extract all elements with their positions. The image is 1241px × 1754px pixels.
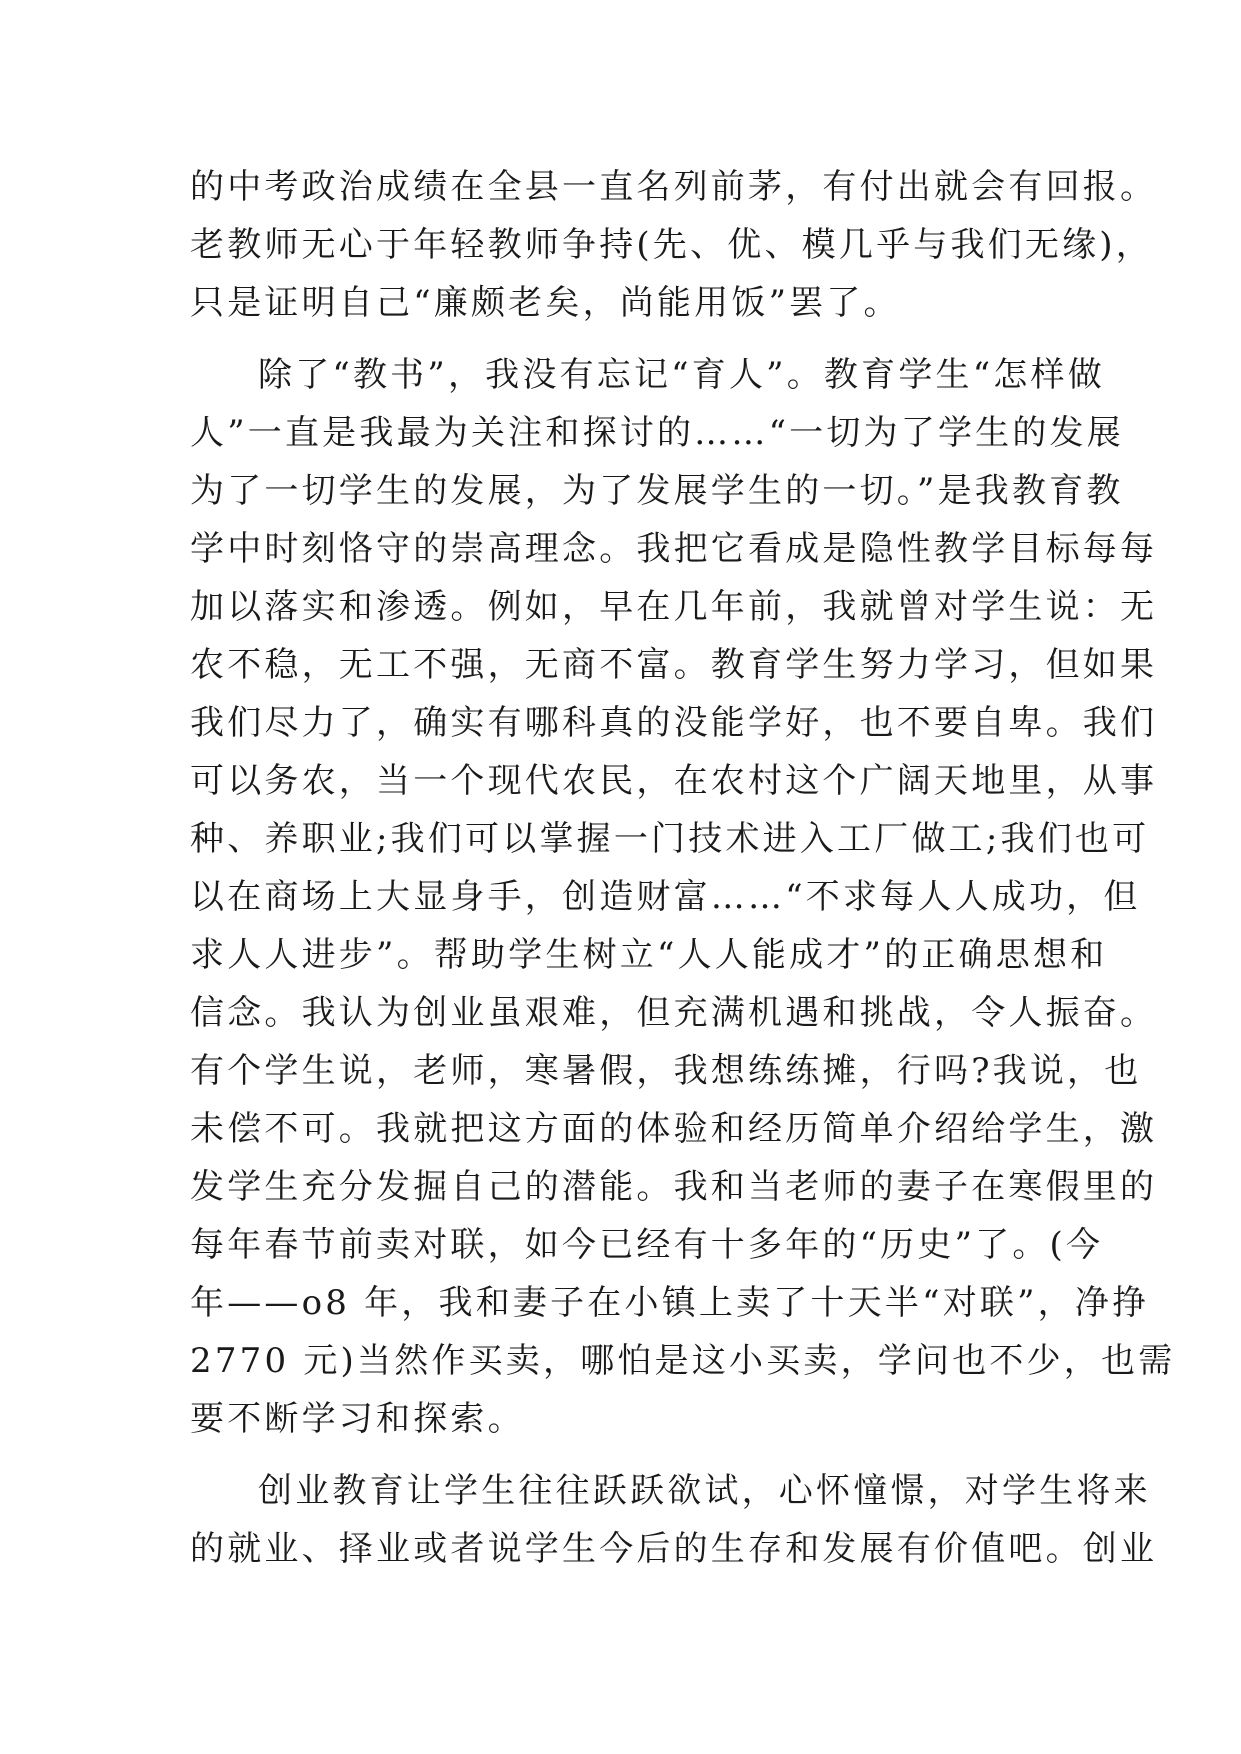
text-line: 年——o8 年，我和妻子在小镇上卖了十天半“对联”，净挣 (190, 1283, 1150, 1323)
paragraph-3 (190, 1462, 1158, 1578)
text-line: 创业教育让学生往往跃跃欲试，心怀憧憬，对学生将来 (258, 1471, 1151, 1511)
text-line: 人”一直是我最为关注和探讨的……“一切为了学生的发展 (190, 413, 1124, 453)
text-line: 的中考政治成绩在全县一直名列前茅，有付出就会有回报。 (190, 167, 1158, 207)
text-line: 加以落实和渗透。例如，早在几年前，我就曾对学生说：无 (190, 587, 1158, 627)
text-line: 我们尽力了，确实有哪科真的没能学好，也不要自卑。我们 (190, 703, 1158, 743)
text-line: 学中时刻恪守的崇高理念。我把它看成是隐性教学目标每每 (190, 529, 1158, 569)
text-line: 只是证明自己“廉颇老矣，尚能用饭”罢了。 (190, 283, 901, 323)
text-line: 信念。我认为创业虽艰难，但充满机遇和挑战，令人振奋。 (190, 993, 1158, 1033)
text-line: 每年春节前卖对联，如今已经有十多年的“历史”了。(今 (190, 1225, 1104, 1265)
text-line: 有个学生说，老师，寒暑假，我想练练摊，行吗?我说，也 (190, 1051, 1142, 1091)
text-line: 发学生充分发掘自己的潜能。我和当老师的妻子在寒假里的 (190, 1167, 1158, 1207)
text-line: 的就业、择业或者说学生今后的生存和发展有价值吧。创业 (190, 1529, 1158, 1569)
text-line: 求人人进步”。帮助学生树立“人人能成才”的正确思想和 (190, 935, 1108, 975)
text-line: 未偿不可。我就把这方面的体验和经历简单介绍给学生，激 (190, 1109, 1158, 1149)
text-line: 2770 元)当然作买卖，哪怕是这小买卖，学问也不少，也需 (190, 1341, 1176, 1381)
text-line: 除了“教书”，我没有忘记“育人”。教育学生“怎样做 (258, 355, 1105, 395)
text-line: 种、养职业;我们可以掌握一门技术进入工厂做工;我们也可 (190, 819, 1150, 859)
text-line: 老教师无心于年轻教师争持(先、优、模几乎与我们无缘)， (190, 225, 1153, 265)
text-line: 以在商场上大显身手，创造财富……“不求每人人成功，但 (190, 877, 1141, 917)
body-text (190, 158, 1176, 1578)
text-line: 农不稳，无工不强，无商不富。教育学生努力学习，但如果 (190, 645, 1158, 685)
text-line: 要不断学习和探索。 (190, 1399, 525, 1439)
paragraph-1 (190, 158, 1158, 332)
text-line: 为了一切学生的发展，为了发展学生的一切。”是我教育教 (190, 471, 1124, 511)
text-line: 可以务农，当一个现代农民，在农村这个广阔天地里，从事 (190, 761, 1158, 801)
paragraph-2 (190, 346, 1176, 1448)
